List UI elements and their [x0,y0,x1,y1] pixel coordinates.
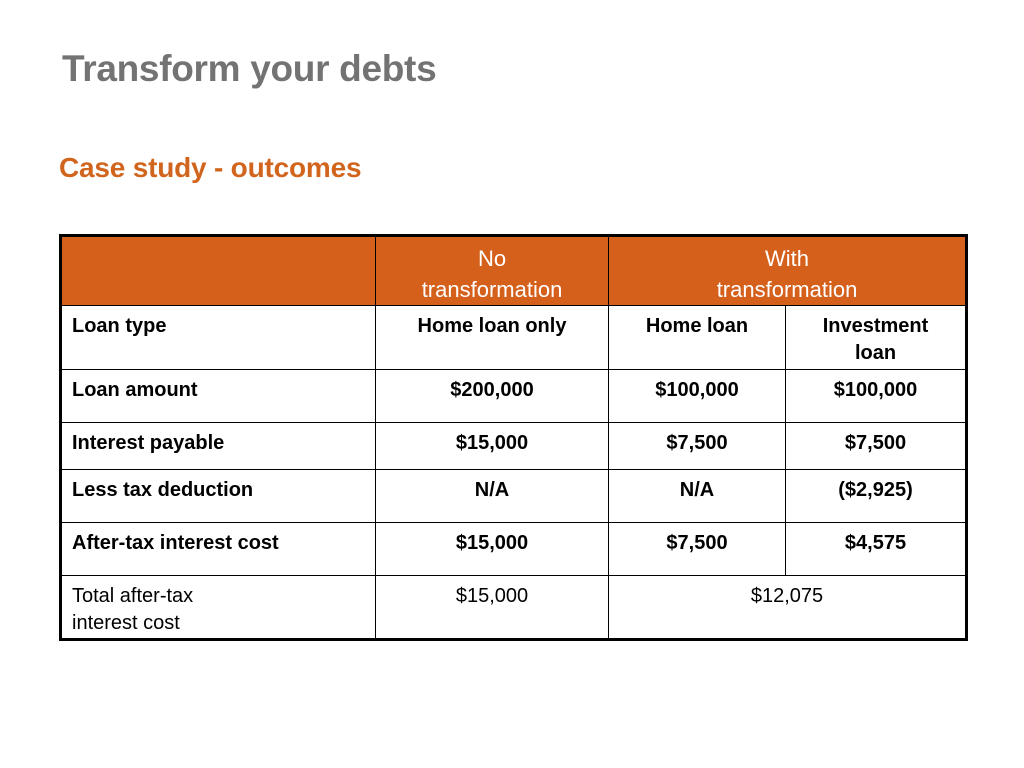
table-row-interest-payable [61,423,967,470]
cell-no-transformation: $15,000 [376,523,609,576]
cell-no-transformation: $15,000 [376,423,609,470]
cell-with-investment-loan: $4,575 [786,523,967,576]
slide-subtitle: Case study - outcomes [59,152,362,183]
cell-line2: loan [854,342,897,364]
table-row-total [61,576,967,640]
header-no-transformation-line2: transformation [421,277,563,302]
total-label-line1: Total after-tax [72,585,194,607]
row-label: Less tax deduction [61,470,376,523]
cell-with-investment-loan: $100,000 [786,370,967,423]
cell-no-transformation: $200,000 [376,370,609,423]
header-with-transformation [609,236,967,306]
header-with-transformation-line2: transformation [716,277,858,302]
header-blank-cell [61,236,376,306]
slide-title: Transform your debts [62,48,437,89]
header-with-transformation-line1: With [765,246,809,271]
total-label-line2: interest cost [72,612,180,634]
table-row-less-tax-deduction [61,470,967,523]
cell-with-home-loan: $7,500 [609,523,786,576]
cell-with-investment-loan [786,306,967,370]
cell-line1: Investment [822,315,929,337]
cell-with-investment-loan: ($2,925) [786,470,967,523]
row-label: Loan amount [61,370,376,423]
cell-with-investment-loan: $7,500 [786,423,967,470]
header-no-transformation [376,236,609,306]
total-no-transformation: $15,000 [376,576,609,640]
cell-with-home-loan: $7,500 [609,423,786,470]
cell-no-transformation: Home loan only [376,306,609,370]
table-header-row [61,236,967,306]
header-no-transformation-line1: No [477,246,507,271]
cell-with-home-loan: N/A [609,470,786,523]
cell-with-home-loan: Home loan [609,306,786,370]
table-row-after-tax-interest-cost [61,523,967,576]
row-label: After-tax interest cost [61,523,376,576]
table-row-loan-type [61,306,967,370]
outcomes-table [59,234,968,641]
total-with-transformation: $12,075 [609,576,967,640]
table-row-loan-amount [61,370,967,423]
row-label: Interest payable [61,423,376,470]
row-label: Loan type [61,306,376,370]
row-label [61,576,376,640]
cell-no-transformation: N/A [376,470,609,523]
cell-with-home-loan: $100,000 [609,370,786,423]
